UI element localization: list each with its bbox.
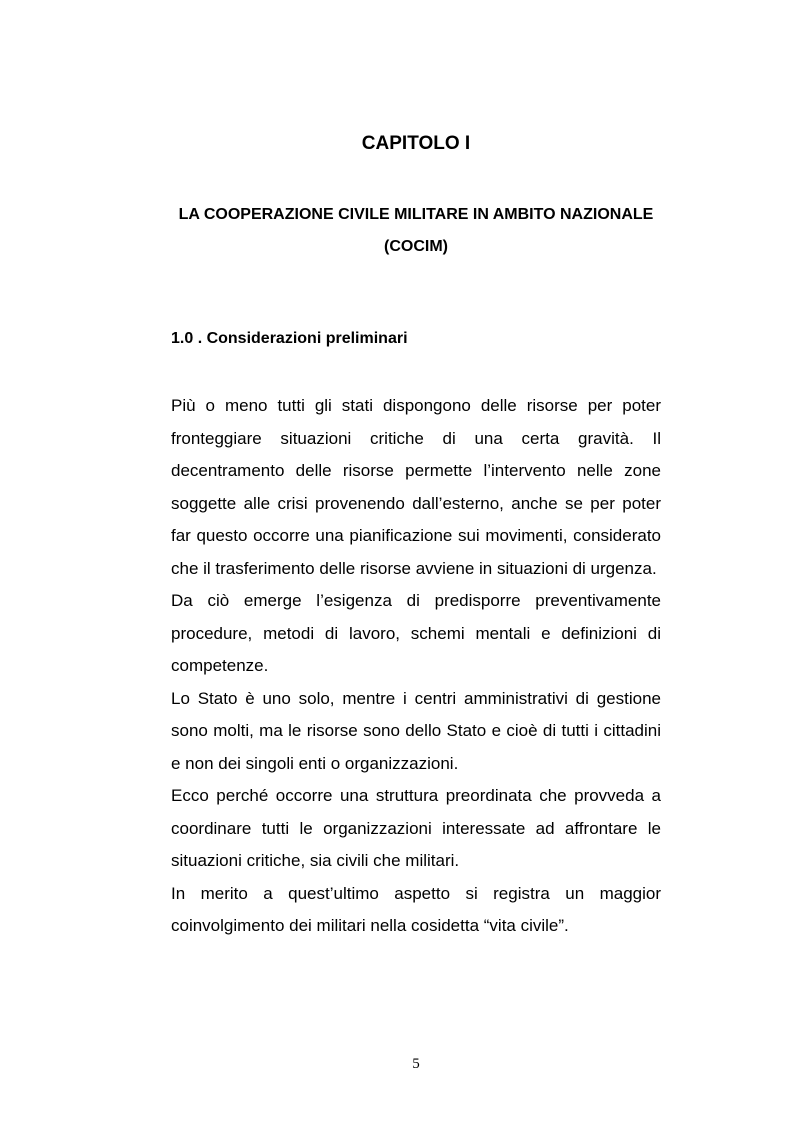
paragraph: Ecco perché occorre una struttura preordinata che provveda a coordinare tutti le organizzazioni interessate ad affrontare le situazioni critiche, sia civili che militari. — [171, 786, 661, 870]
section-heading: 1.0 . Considerazioni preliminari — [171, 330, 408, 347]
paragraph: In merito a quest’ultimo aspetto si registra un maggior coinvolgimento dei militari nella cosidetta “vita civile”. — [171, 883, 661, 935]
paragraph: Da ciò emerge l’esigenza di predisporre preventivamente procedure, metodi di lavoro, schemi mentali e definizioni di competenze. — [171, 591, 661, 675]
page-number: 5 — [412, 1056, 420, 1072]
body-text — [171, 390, 661, 943]
chapter-title: CAPITOLO I — [361, 133, 471, 154]
paragraph: Più o meno tutti gli stati dispongono delle risorse per poter fronteggiare situazioni critiche di una certa gravità. Il decentramento delle risorse permette l’intervento nelle zone soggette alle crisi provenendo dall’esterno, anche se per poter far questo occorre una pianificazione sui movimenti, considerato che il trasferimento delle risorse avviene in situazioni di urgenza. — [171, 396, 661, 578]
chapter-subtitle: LA COOPERAZIONE CIVILE MILITARE IN AMBITO NAZIONALE (COCIM) — [178, 206, 654, 255]
paragraph: Lo Stato è uno solo, mentre i centri amministrativi di gestione sono molti, ma le risorse sono dello Stato e cioè di tutti i cittadini e non dei singoli enti o organizzazioni. — [171, 688, 661, 773]
